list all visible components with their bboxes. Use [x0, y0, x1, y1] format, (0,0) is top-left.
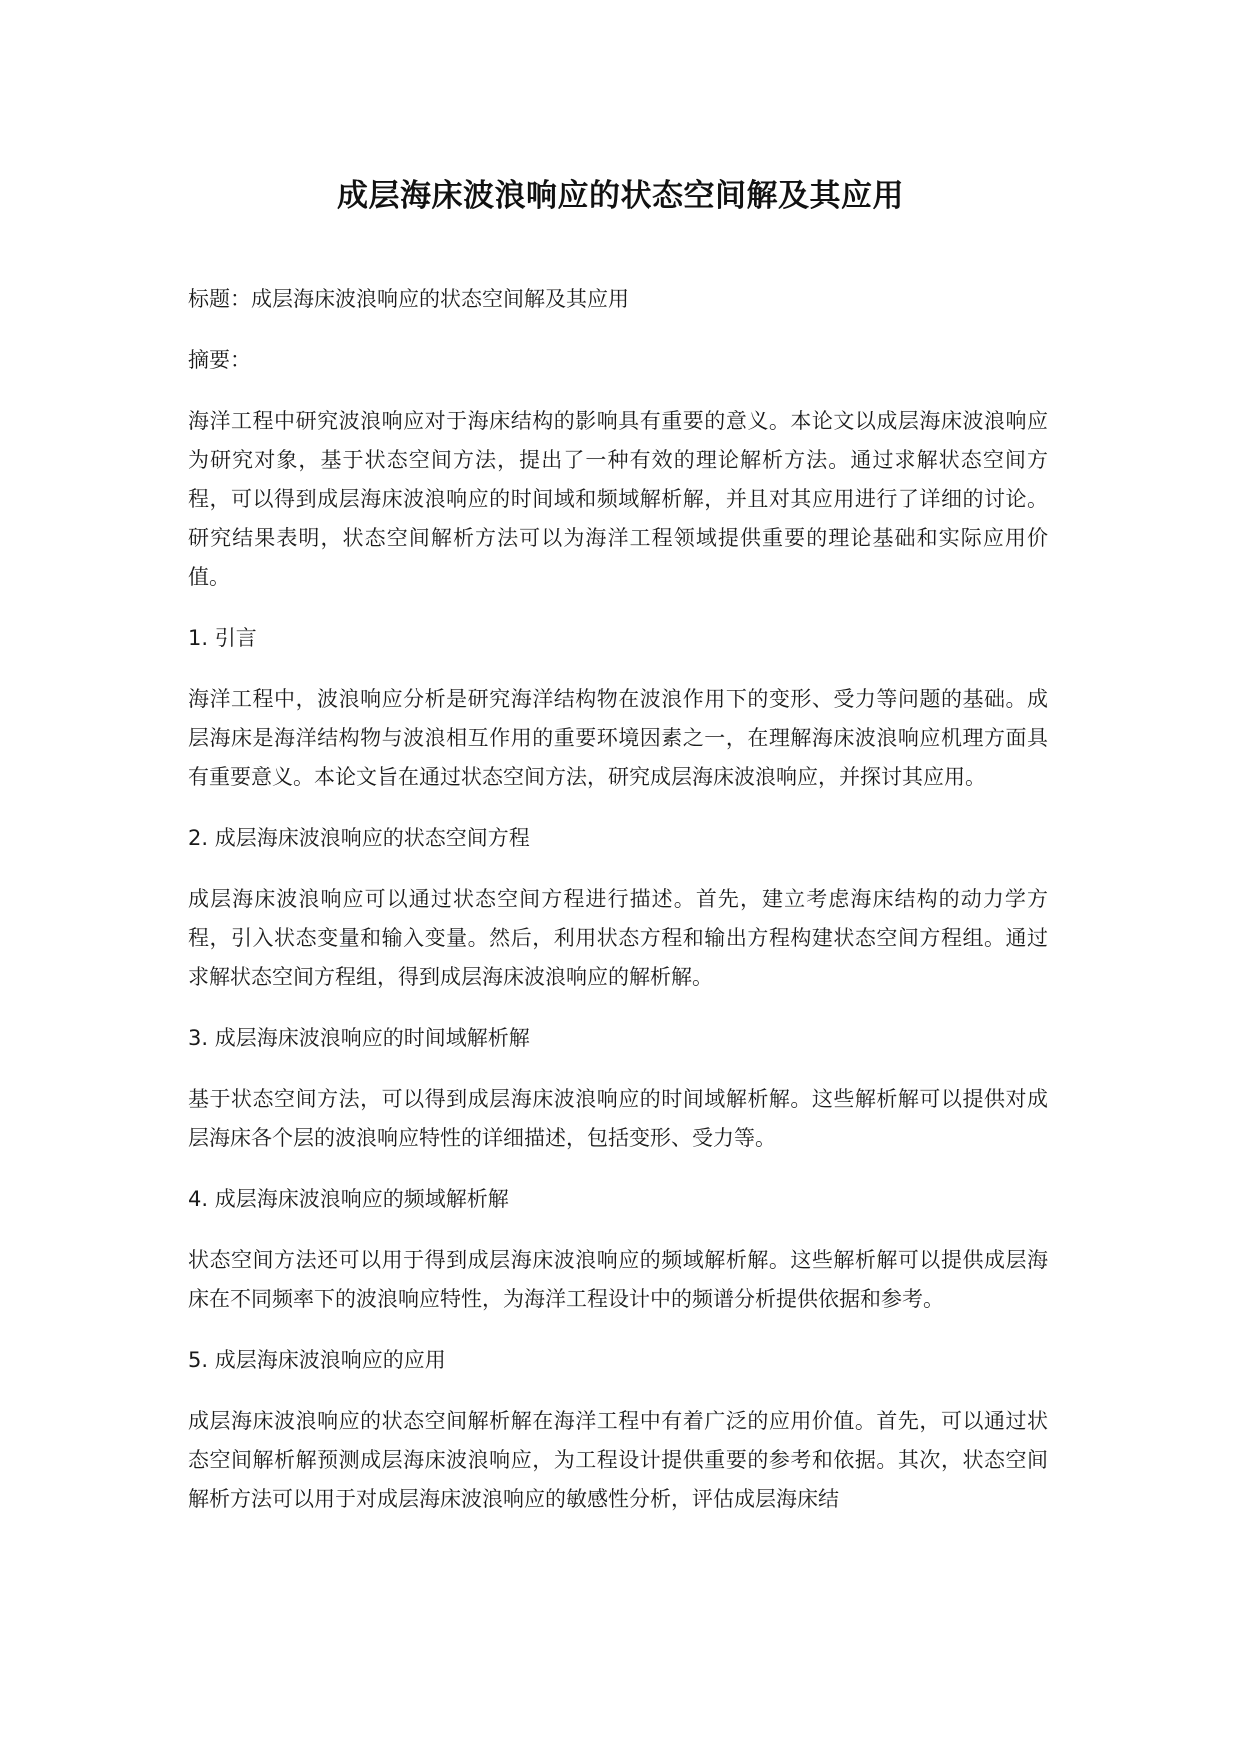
abstract-paragraph: 海洋工程中研究波浪响应对于海床结构的影响具有重要的意义。本论文以成层海床波浪响应为研究对象，基于状态空间方法，提出了一种有效的理论解析方法。通过求解状态空间方程，可以得到成层海床波浪响应的时间域和频域解析解，并且对其应用进行了详细的讨论。研究结果表明，状态空间解析方法可以为海洋工程领域提供重要的理论基础和实际应用价值。 [188, 409, 1048, 589]
section-body-introduction: 海洋工程中，波浪响应分析是研究海洋结构物在波浪作用下的变形、受力等问题的基础。成层海床是海洋结构物与波浪相互作用的重要环境因素之一，在理解海床波浪响应机理方面具有重要意义。本论文旨在通过状态空间方法，研究成层海床波浪响应，并探讨其应用。 [188, 687, 1048, 789]
section-body-state-space-equation: 成层海床波浪响应可以通过状态空间方程进行描述。首先，建立考虑海床结构的动力学方程，引入状态变量和输入变量。然后，利用状态方程和输出方程构建状态空间方程组。通过求解状态空间方程组，得到成层海床波浪响应的解析解。 [188, 887, 1048, 989]
section-heading-frequency-domain: 4. 成层海床波浪响应的频域解析解 [188, 1187, 509, 1211]
section-heading-state-space-equation: 2. 成层海床波浪响应的状态空间方程 [188, 826, 530, 850]
abstract-label: 摘要： [188, 348, 251, 372]
title-line: 标题：成层海床波浪响应的状态空间解及其应用 [188, 287, 629, 311]
section-body-applications: 成层海床波浪响应的状态空间解析解在海洋工程中有着广泛的应用价值。首先，可以通过状态空间解析解预测成层海床波浪响应，为工程设计提供重要的参考和依据。其次，状态空间解析方法可以用于对成层海床波浪响应的敏感性分析，评估成层海床结 [188, 1409, 1048, 1511]
section-body-time-domain: 基于状态空间方法，可以得到成层海床波浪响应的时间域解析解。这些解析解可以提供对成层海床各个层的波浪响应特性的详细描述，包括变形、受力等。 [188, 1087, 1048, 1150]
document-title: 成层海床波浪响应的状态空间解及其应用 [337, 178, 904, 214]
section-heading-applications: 5. 成层海床波浪响应的应用 [188, 1348, 446, 1372]
document-body [188, 280, 1048, 1541]
section-heading-time-domain: 3. 成层海床波浪响应的时间域解析解 [188, 1026, 530, 1050]
section-heading-introduction: 1. 引言 [188, 626, 257, 650]
section-body-frequency-domain: 状态空间方法还可以用于得到成层海床波浪响应的频域解析解。这些解析解可以提供成层海床在不同频率下的波浪响应特性，为海洋工程设计中的频谱分析提供依据和参考。 [188, 1248, 1048, 1311]
